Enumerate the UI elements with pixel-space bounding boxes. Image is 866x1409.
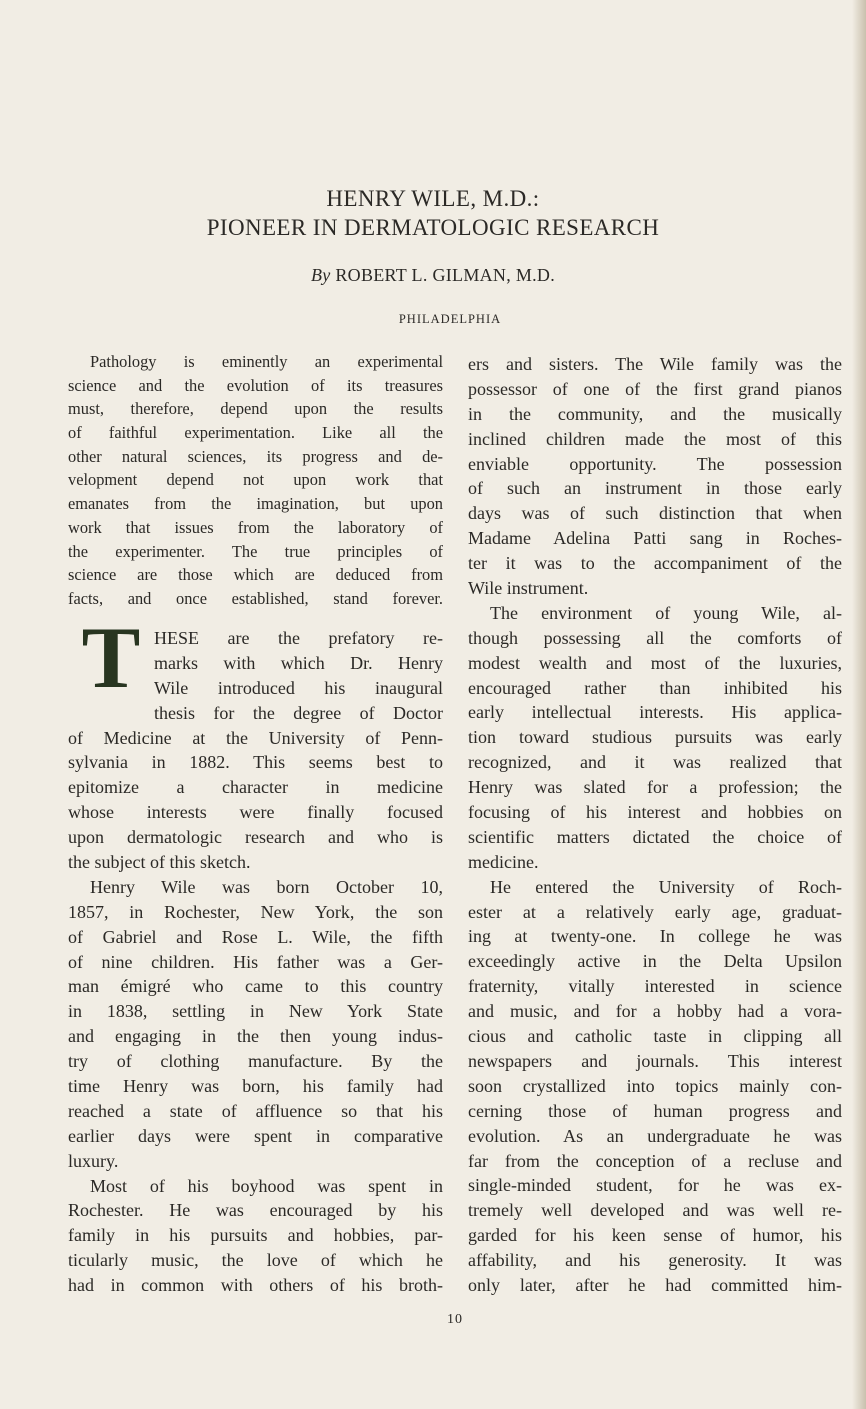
text-line: must, therefore, depend upon the results bbox=[68, 399, 443, 419]
text-line: Henry was slated for a profession; the bbox=[468, 777, 842, 798]
text-line: He entered the University of Roch- bbox=[490, 876, 842, 897]
text-line: ing at twenty-one. In college he was bbox=[468, 926, 842, 947]
text-line: only later, after he had committed him- bbox=[468, 1274, 842, 1295]
byline-prefix: By bbox=[310, 265, 331, 285]
article-title-line-2: PIONEER IN DERMATOLOGIC RESEARCH bbox=[206, 215, 660, 240]
text-line: modest wealth and most of the luxuries, bbox=[468, 652, 842, 673]
text-line: luxury. bbox=[68, 1150, 119, 1171]
text-line: marks with which Dr. Henry bbox=[154, 652, 443, 673]
left-column bbox=[68, 610, 443, 1298]
text-line: science and the evolution of its treasures bbox=[68, 375, 443, 395]
text-line: upon dermatologic research and who is bbox=[68, 827, 443, 848]
text-line: of nine children. His father was a Ger- bbox=[68, 951, 443, 972]
text-line: ers and sisters. The Wile family was the bbox=[468, 354, 842, 374]
text-line: focusing of his interest and hobbies on bbox=[468, 802, 842, 823]
text-line: facts, and once established, stand forever. bbox=[68, 588, 443, 608]
text-line: of faithful experimentation. Like all the bbox=[68, 423, 443, 443]
text-line: cious and catholic taste in clipping all bbox=[468, 1026, 842, 1047]
text-line: tremely well developed and was well re- bbox=[468, 1200, 842, 1221]
text-line: medicine. bbox=[468, 851, 539, 872]
text-line: earlier days were spent in comparative bbox=[68, 1125, 443, 1146]
text-line: of Gabriel and Rose L. Wile, the fifth bbox=[68, 926, 443, 947]
text-line: newspapers and journals. This interest bbox=[468, 1050, 842, 1071]
text-line: single-minded student, for he was ex- bbox=[468, 1175, 842, 1196]
text-line: ticularly music, the love of which he bbox=[68, 1250, 443, 1271]
text-line: ester at a relatively early age, graduat- bbox=[468, 901, 842, 922]
text-line: affability, and his generosity. It was bbox=[468, 1250, 842, 1271]
text-line: had in common with others of his broth- bbox=[68, 1275, 443, 1296]
text-line: other natural sciences, its progress and de- bbox=[68, 446, 443, 466]
text-line: family in his pursuits and hobbies, par- bbox=[68, 1225, 443, 1246]
text-line: and engaging in the then young indus- bbox=[68, 1026, 443, 1047]
text-line: far from the conception of a recluse and bbox=[468, 1150, 842, 1171]
text-line: Wile introduced his inaugural bbox=[154, 677, 443, 698]
text-line: and music, and for a hobby had a vora- bbox=[468, 1001, 842, 1022]
text-line: try of clothing manufacture. By the bbox=[68, 1051, 443, 1072]
text-line: recognized, and it was realized that bbox=[468, 752, 842, 773]
text-line: tion toward studious pursuits was early bbox=[468, 727, 842, 748]
text-line: exceedingly active in the Delta Upsilon bbox=[468, 951, 842, 972]
text-line: thesis for the degree of Doctor bbox=[154, 702, 443, 723]
text-line: Pathology is eminently an experimental bbox=[90, 352, 443, 371]
text-line: The environment of young Wile, al- bbox=[490, 602, 842, 623]
author-location: PHILADELPHIA bbox=[398, 312, 502, 326]
text-line: velopment depend not upon work that bbox=[68, 470, 443, 490]
text-line: ter it was to the accompaniment of the bbox=[468, 553, 842, 574]
author-name: ROBERT L. GILMAN, M.D. bbox=[335, 265, 556, 285]
text-line: time Henry was born, his family had bbox=[68, 1076, 443, 1097]
text-line: man émigré who came to this country bbox=[68, 976, 443, 997]
text-line: scientific matters dictated the choice of bbox=[468, 826, 842, 847]
text-line: garded for his keen sense of humor, his bbox=[468, 1225, 842, 1246]
text-line: Wile instrument. bbox=[468, 578, 589, 599]
text-line: cerning those of human progress and bbox=[468, 1100, 842, 1121]
text-line: epitomize a character in medicine bbox=[68, 777, 443, 798]
text-line: reached a state of affluence so that his bbox=[68, 1100, 443, 1121]
right-column bbox=[468, 352, 842, 1298]
byline bbox=[0, 265, 866, 286]
text-line: whose interests were finally focused bbox=[68, 802, 443, 823]
text-line: Most of his boyhood was spent in bbox=[90, 1175, 443, 1196]
text-line: evolution. As an undergraduate he was bbox=[468, 1125, 842, 1146]
text-line: Rochester. He was encouraged by his bbox=[68, 1200, 443, 1221]
text-line: HESE are the prefatory re- bbox=[154, 628, 443, 648]
text-line: of such an instrument in those early bbox=[468, 478, 842, 499]
text-line: encouraged rather than inhibited his bbox=[468, 677, 842, 698]
text-line: in the community, and the musically bbox=[468, 403, 842, 424]
text-line: Henry Wile was born October 10, bbox=[90, 876, 443, 897]
text-line: work that issues from the laboratory of bbox=[68, 517, 443, 537]
page-number: 10 bbox=[447, 1312, 463, 1327]
text-line: the experimenter. The true principles of bbox=[68, 541, 443, 561]
drop-cap: T bbox=[81, 610, 141, 707]
lead-quote bbox=[68, 350, 443, 611]
text-line: early intellectual interests. His applica- bbox=[468, 702, 842, 723]
text-line: 1857, in Rochester, New York, the son bbox=[68, 901, 443, 922]
text-line: Madame Adelina Patti sang in Roches- bbox=[468, 528, 842, 549]
article-title-line-1: HENRY WILE, M.D.: bbox=[326, 186, 540, 211]
text-line: though possessing all the comforts of bbox=[468, 627, 842, 648]
text-line: possessor of one of the first grand pianos bbox=[468, 378, 842, 399]
text-line: days was of such distinction that when bbox=[468, 503, 842, 524]
text-line: emanates from the imagination, but upon bbox=[68, 494, 443, 514]
text-line: sylvania in 1882. This seems best to bbox=[68, 752, 443, 773]
text-line: fraternity, vitally interested in science bbox=[468, 976, 842, 997]
text-line: the subject of this sketch. bbox=[68, 852, 251, 873]
text-line: in 1838, settling in New York State bbox=[68, 1001, 443, 1022]
text-line: of Medicine at the University of Penn- bbox=[68, 727, 443, 748]
text-line: science are those which are deduced from bbox=[68, 565, 443, 585]
text-line: enviable opportunity. The possession bbox=[468, 453, 842, 474]
text-line: inclined children made the most of this bbox=[468, 428, 842, 449]
text-line: soon crystallized into topics mainly con- bbox=[468, 1075, 842, 1096]
